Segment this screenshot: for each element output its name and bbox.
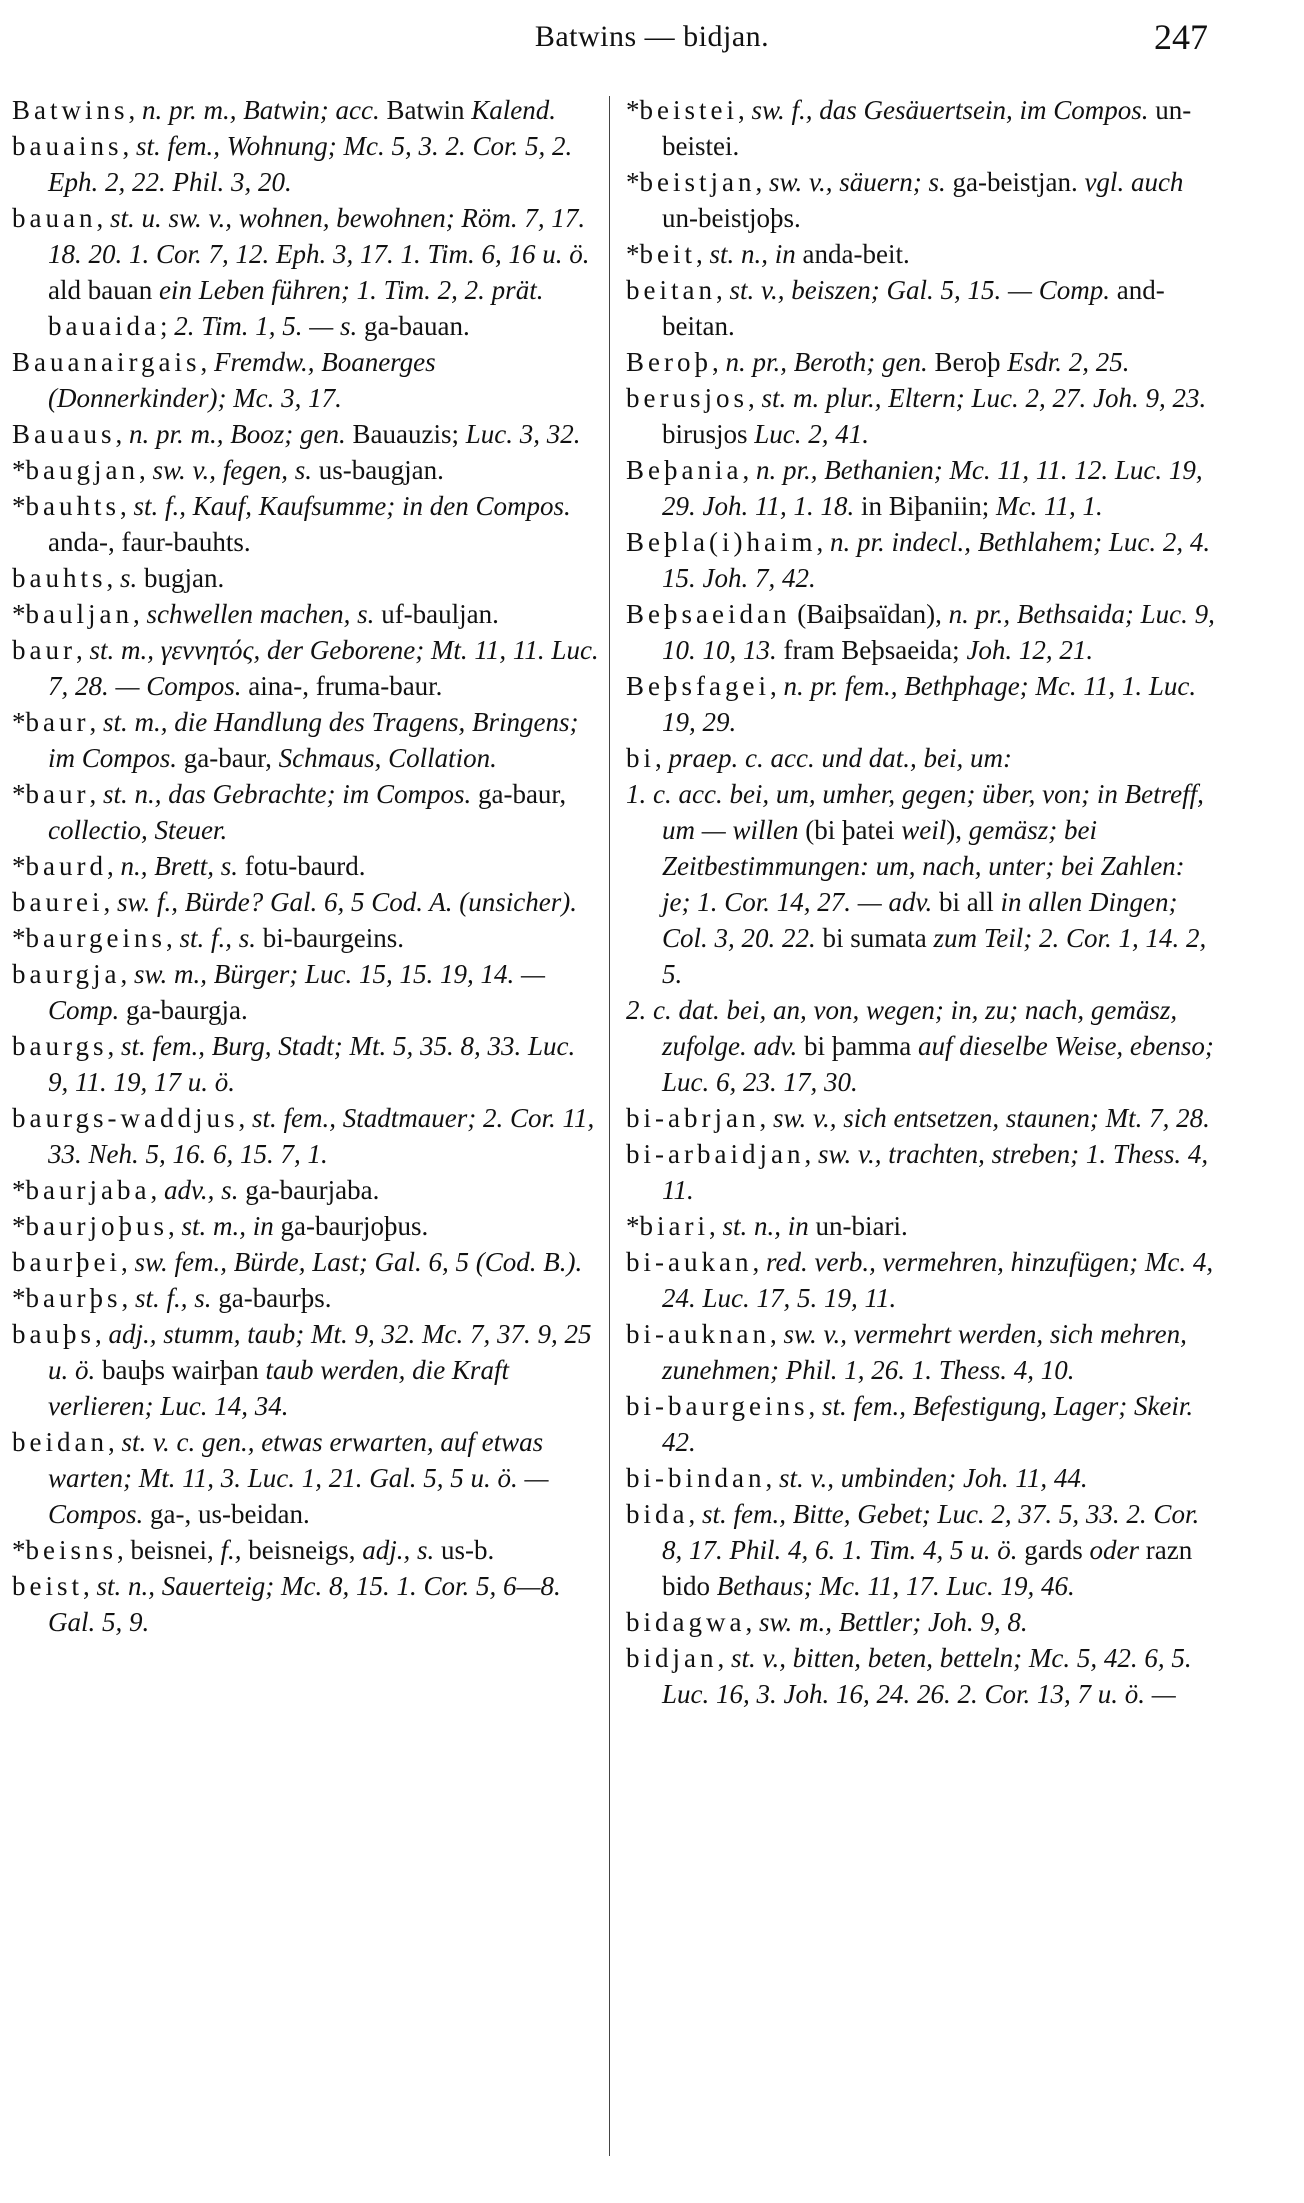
italic-text: auf dieselbe Weise, ebenso; Luc. 6, 23. 17, 30. (662, 1031, 1214, 1097)
roman-text: , (816, 527, 830, 557)
roman-text: * (626, 167, 640, 197)
roman-text: , (121, 1283, 135, 1313)
dictionary-entry (12, 1172, 602, 1208)
italic-text: Luc. 3, 32. (465, 419, 581, 449)
italic-text: st. n., in (709, 239, 796, 269)
roman-text: * (12, 455, 26, 485)
headword: beitan (626, 275, 716, 305)
italic-text: st. fem., Stadtmauer; 2. Cor. 11, 33. Neh. 5, 16. 6, 15. 7, 1. (48, 1103, 595, 1169)
roman-text: aina-, fruma-baur. (241, 671, 443, 701)
roman-text: birusjos (662, 419, 755, 449)
roman-text: Batwin (379, 95, 472, 125)
dictionary-entry (12, 920, 602, 956)
italic-text: st. f., s. (134, 1283, 212, 1313)
roman-text: , (808, 1391, 822, 1421)
headword: Bauanairgais (12, 347, 201, 377)
dictionary-entry (626, 1640, 1216, 1712)
dictionary-entry (626, 1388, 1216, 1460)
roman-text: ga-beistjan. (945, 167, 1085, 197)
italic-text: st. m., γεννητός, der Geborene; Mt. 11, 11. Luc. 7, 28. — Compos. (48, 635, 599, 701)
roman-text: Beroþ (927, 347, 1008, 377)
roman-text: , (737, 95, 752, 125)
roman-text: , (804, 1139, 818, 1169)
dictionary-entry (12, 1532, 602, 1568)
dictionary-entry (12, 1568, 602, 1640)
headword: bidagwa (626, 1607, 746, 1637)
dictionary-entry (626, 668, 1216, 740)
dictionary-entry (626, 1136, 1216, 1208)
headword: bauains (12, 131, 123, 161)
dictionary-entry (626, 524, 1216, 596)
headword: baur (25, 707, 90, 737)
dictionary-entry (12, 560, 602, 596)
roman-text: bugjan. (137, 563, 225, 593)
headword: bauhts (25, 491, 120, 521)
roman-text: , (745, 1607, 759, 1637)
headword: bauhts (12, 563, 107, 593)
roman-text: (Baiþsaïdan), (790, 599, 949, 629)
headword: Beroþ (626, 347, 712, 377)
roman-text: * (12, 707, 26, 737)
headword: Beþsaeidan (626, 599, 791, 629)
dictionary-entry (12, 704, 602, 776)
headword: baurþei (12, 1247, 121, 1277)
dictionary-entry (12, 956, 602, 1028)
roman-text: * (12, 1211, 26, 1241)
headword: bi-auknan (626, 1319, 770, 1349)
dictionary-entry (626, 776, 1216, 992)
headword: bi (626, 743, 656, 773)
roman-text: , (765, 1463, 779, 1493)
italic-text: vgl. auch (1084, 167, 1184, 197)
roman-text: * (12, 599, 26, 629)
italic-text: sw. v., sich entsetzen, staunen; Mt. 7, 28. (772, 1103, 1210, 1133)
headword: beit (639, 239, 696, 269)
roman-text: , (89, 779, 103, 809)
roman-text: bauþs wairþan (95, 1355, 266, 1385)
italic-text: st. u. sw. v., wohnen, bewohnen; Röm. 7, 17. 18. 20. 1. Cor. 7, 12. Eph. 3, 17. 1. Tim. 6, 16 u. ö. (48, 203, 590, 269)
italic-text: n. pr., Beroth; gen. (725, 347, 928, 377)
italic-text: 1. c. acc. bei, um, umher, gegen; über, von; in Betreff, um — willen (626, 779, 1204, 845)
roman-text: bi sumata (815, 923, 934, 953)
roman-text: , (107, 1031, 121, 1061)
roman-text: ga-baurgja. (119, 995, 248, 1025)
roman-text: ga-baurþs. (211, 1283, 332, 1313)
headword: baur (12, 635, 76, 665)
roman-text: , (752, 1247, 766, 1277)
headword: bauaida (48, 311, 160, 341)
headword: baurgs (12, 1031, 108, 1061)
roman-text: , (132, 599, 147, 629)
dictionary-entry (12, 776, 602, 848)
headword: bauan (12, 203, 97, 233)
headword: bi-baurgeins (626, 1391, 809, 1421)
roman-text: , (107, 1427, 122, 1457)
roman-text: , (696, 239, 710, 269)
roman-text: ga-bauan. (357, 311, 470, 341)
roman-text: * (12, 923, 26, 953)
headword: beist (12, 1571, 83, 1601)
roman-text: bi all (932, 887, 1001, 917)
roman-text: , (128, 95, 143, 125)
italic-text: st. m., die Handlung des Tragens, Bringens; im Compos. (48, 707, 579, 773)
roman-text: us-baugjan. (311, 455, 444, 485)
dictionary-entry (12, 1280, 602, 1316)
dictionary-entry (626, 1316, 1216, 1388)
roman-text: , (120, 491, 134, 521)
italic-text: st. v., beiszen; Gal. 5, 15. — Comp. (729, 275, 1110, 305)
roman-text: , (150, 1175, 164, 1205)
headword: baurd (25, 851, 107, 881)
roman-text: , (106, 563, 120, 593)
italic-text: n. pr. m., Batwin; acc. (142, 95, 380, 125)
roman-text: , (742, 455, 756, 485)
roman-text: * (12, 491, 26, 521)
headword: biari (639, 1211, 709, 1241)
roman-text: un-biari. (808, 1211, 908, 1241)
italic-text: collectio, Steuer. (48, 815, 228, 845)
roman-text: , (165, 923, 180, 953)
headword: Batwins (12, 95, 129, 125)
headword: baurjaba (25, 1175, 151, 1205)
roman-text: , (755, 167, 769, 197)
roman-text: ), (946, 815, 969, 845)
roman-text: , (95, 1319, 109, 1349)
roman-text: * (626, 239, 640, 269)
italic-text: Esdr. 2, 25. (1007, 347, 1130, 377)
roman-text: and-beitan. (662, 275, 1165, 341)
italic-text: praep. c. acc. und dat., bei, um: (668, 743, 1012, 773)
dictionary-entry (626, 1100, 1216, 1136)
italic-text: s. (120, 563, 138, 593)
dictionary-entry (12, 344, 602, 416)
dictionary-entry (12, 1424, 602, 1532)
roman-text: anda-beit. (795, 239, 910, 269)
headword: baugjan (25, 455, 139, 485)
roman-text: , (122, 131, 136, 161)
italic-text: st. v., umbinden; Joh. 11, 44. (778, 1463, 1088, 1493)
dictionary-entry (626, 272, 1216, 344)
italic-text: 2. c. dat. bei, an, von, wegen; in, zu; nach, gemäsz, zufolge. adv. (626, 995, 1178, 1061)
dictionary-entry (12, 1028, 602, 1100)
headword: baurgs-waddjus (12, 1103, 239, 1133)
dictionary-entry (626, 992, 1216, 1100)
dictionary-entry (626, 1460, 1216, 1496)
roman-text: , (120, 1247, 135, 1277)
italic-text: weil (901, 815, 947, 845)
headword: Bauaus (12, 419, 116, 449)
dictionary-entry (12, 884, 602, 920)
roman-text: , (103, 887, 117, 917)
dictionary-entry (12, 1316, 602, 1424)
dictionary-entry (12, 128, 602, 200)
roman-text: * (12, 779, 26, 809)
italic-text: sw. f., Bürde? Gal. 6, 5 Cod. A. (unsicher). (116, 887, 577, 917)
dictionary-entry (626, 164, 1216, 236)
roman-text: * (12, 1175, 26, 1205)
headword: bida (626, 1499, 689, 1529)
roman-text: fotu-baurd. (237, 851, 366, 881)
roman-text: uf-bauljan. (374, 599, 499, 629)
roman-text: , (708, 1211, 723, 1241)
headword: baurjoþus (25, 1211, 168, 1241)
roman-text: ga-baurjaba. (238, 1175, 380, 1205)
italic-text: oder (1089, 1535, 1140, 1565)
roman-text: * (12, 851, 26, 881)
roman-text: , (167, 1211, 182, 1241)
dictionary-entry (626, 1244, 1216, 1316)
dictionary-entry (626, 236, 1216, 272)
dictionary-entry (12, 848, 602, 884)
dictionary-entry (12, 488, 602, 560)
italic-text: st. v., bitten, beten, betteln; Mc. 5, 42. 6, 5. Luc. 16, 3. Joh. 16, 24. 26. 2. Cor. 13, 7 u. ö. — (662, 1643, 1192, 1709)
italic-text: ein Leben führen; 1. Tim. 2, 2. prät. (158, 275, 544, 305)
dictionary-entry (12, 1100, 602, 1172)
left-column (12, 92, 602, 1640)
dictionary-entry (12, 596, 602, 632)
italic-text: Schmaus, Collation. (278, 743, 497, 773)
headword: bidjan (626, 1643, 718, 1673)
roman-text: un-beistjoþs. (662, 203, 801, 233)
roman-text: , (115, 419, 129, 449)
roman-text: un-beistei. (662, 95, 1192, 161)
roman-text: , (688, 1499, 702, 1529)
roman-text: (bi þatei (798, 815, 902, 845)
page-number: 247 (1154, 17, 1208, 57)
italic-text: st. n., Sauerteig; Mc. 8, 15. 1. Cor. 5, 6—8. Gal. 5, 9. (48, 1571, 561, 1637)
dictionary-entry (12, 200, 602, 344)
headword: bauþs (12, 1319, 95, 1349)
italic-text: red. verb., vermehren, hinzufügen; Mc. 4, 24. Luc. 17, 5. 19, 11. (662, 1247, 1214, 1313)
roman-text: , (120, 959, 134, 989)
italic-text: adj., s. (362, 1535, 435, 1565)
roman-text: us-b. (434, 1535, 495, 1565)
roman-text: ga-baurjoþus. (273, 1211, 429, 1241)
headword: baurþs (25, 1283, 122, 1313)
italic-text: st. f., s. (179, 923, 257, 953)
italic-text: n. pr. indecl., Bethlahem; Luc. 2, 4. 15. Joh. 7, 42. (662, 527, 1211, 593)
roman-text: in Biþaniin; (854, 491, 996, 521)
roman-text: bi-baurgeins. (256, 923, 404, 953)
italic-text: gemäsz; bei Zeitbestimmungen: um, nach, unter; bei Zahlen: je; 1. Cor. 14, 27. — adv. (662, 815, 1185, 917)
italic-text: st. n., in (722, 1211, 809, 1241)
italic-text: Fremdw., Boanerges (Donnerkinder); Mc. 3, 17. (48, 347, 436, 413)
italic-text: sw. v., säuern; s. (768, 167, 946, 197)
roman-text: ga-, us-beidan. (143, 1499, 310, 1529)
roman-text: , (655, 743, 669, 773)
italic-text: st. m., in (181, 1211, 274, 1241)
headword: beistjan (639, 167, 756, 197)
italic-text: sw. v., trachten, streben; 1. Thess. 4, 11. (662, 1139, 1209, 1205)
headword: berusjos (626, 383, 748, 413)
roman-text: razn bido (662, 1535, 1193, 1601)
italic-text: sw. fem., Bürde, Last; Gal. 6, 5 (Cod. B.). (134, 1247, 583, 1277)
headword: bi-arbaidjan (626, 1139, 805, 1169)
roman-text: fram Beþsaeida; (776, 635, 967, 665)
italic-text: st. f., Kauf, Kaufsumme; in den Compos. (133, 491, 571, 521)
italic-text: st. m. plur., Eltern; Luc. 2, 27. Joh. 9, 23. (761, 383, 1207, 413)
italic-text: sw. m., Bettler; Joh. 9, 8. (758, 1607, 1028, 1637)
headword: bi-bindan (626, 1463, 766, 1493)
dictionary-entry (12, 416, 602, 452)
roman-text: , (748, 383, 762, 413)
headword: baurgja (12, 959, 121, 989)
roman-text: ald bauan (48, 275, 159, 305)
italic-text: schwellen machen, s. (146, 599, 375, 629)
roman-text: * (626, 95, 640, 125)
right-column (626, 92, 1216, 1712)
headword: bi-aukan (626, 1247, 753, 1277)
dictionary-entry (626, 452, 1216, 524)
roman-text: , (711, 347, 726, 377)
dictionary-entry (626, 1496, 1216, 1604)
italic-text: taub werden, die Kraft verlieren; Luc. 14, 34. (48, 1355, 509, 1421)
italic-text: 2. Tim. 1, 5. — s. (174, 311, 358, 341)
headword: beistei (639, 95, 738, 125)
italic-text: sw. v., fegen, s. (152, 455, 312, 485)
italic-text: Joh. 12, 21. (966, 635, 1094, 665)
italic-text: n., Brett, s. (120, 851, 238, 881)
headword: beisns (25, 1535, 117, 1565)
italic-text: Kalend. (471, 95, 556, 125)
roman-text: ga-baur, (177, 743, 279, 773)
running-head: Batwins — bidjan. (534, 20, 770, 53)
headword: baur (25, 779, 90, 809)
dictionary-entry (12, 632, 602, 704)
roman-text: , (200, 347, 214, 377)
roman-text: , (75, 635, 90, 665)
italic-text: f., (220, 1535, 242, 1565)
dictionary-entry (626, 92, 1216, 164)
headword: baurgeins (25, 923, 166, 953)
italic-text: sw. m., Bürger; Luc. 15, 15. 19, 14. — Comp. (48, 959, 545, 1025)
dictionary-entry (12, 1208, 602, 1244)
italic-text: adj., stumm, taub; Mt. 9, 32. Mc. 7, 37. 9, 25 u. ö. (48, 1319, 592, 1385)
italic-text: Luc. 2, 41. (754, 419, 870, 449)
italic-text: zum Teil; 2. Cor. 1, 14. 2, 5. (662, 923, 1207, 989)
roman-text: ; (159, 311, 175, 341)
headword: bauljan (25, 599, 133, 629)
roman-text: * (626, 1211, 640, 1241)
headword: beidan (12, 1427, 108, 1457)
dictionary-entry (12, 1244, 602, 1280)
roman-text: , (96, 203, 110, 233)
headword: Beþania (626, 455, 743, 485)
roman-text: gards (1017, 1535, 1090, 1565)
dictionary-entry (626, 344, 1216, 380)
italic-text: Mc. 11, 1. (995, 491, 1103, 521)
italic-text: st. fem., Wohnung; Mc. 5, 3. 2. Cor. 5, 2. Eph. 2, 22. Phil. 3, 20. (48, 131, 573, 197)
roman-text: , (717, 1643, 731, 1673)
italic-text: in allen Dingen; Col. 3, 20. 22. (662, 887, 1178, 953)
headword: bi-abrjan (626, 1103, 760, 1133)
dictionary-entry (626, 1604, 1216, 1640)
italic-text: sw. f., das Gesäuertsein, im Compos. (751, 95, 1149, 125)
headword: baurei (12, 887, 104, 917)
dictionary-entry (626, 596, 1216, 668)
roman-text: , (769, 1319, 784, 1349)
roman-text: bi þamma (797, 1031, 918, 1061)
italic-text: n. pr. m., Booz; gen. (128, 419, 346, 449)
roman-text: Bauauzis; (345, 419, 466, 449)
italic-text: n. pr., Bethsaida; Luc. 9, 10. 10, 13. (662, 599, 1215, 665)
italic-text: sw. v., vermehrt werden, sich mehren, zunehmen; Phil. 1, 26. 1. Thess. 4, 10. (662, 1319, 1187, 1385)
italic-text: adv., s. (163, 1175, 239, 1205)
roman-text: , (83, 1571, 97, 1601)
roman-text: , (106, 851, 121, 881)
dictionary-entry (626, 380, 1216, 452)
roman-text: * (12, 1283, 26, 1313)
italic-text: st. v. c. gen., etwas erwarten, auf etwas warten; Mt. 11, 3. Luc. 1, 21. Gal. 5, 5 u. ö. — Compos. (48, 1427, 549, 1529)
italic-text: st. fem., Befestigung, Lager; Skeir. 42. (662, 1391, 1194, 1457)
dictionary-entry (626, 1208, 1216, 1244)
roman-text: , beisnei, (117, 1535, 221, 1565)
roman-text: , (138, 455, 153, 485)
roman-text: * (12, 1535, 26, 1565)
italic-text: st. fem., Bitte, Gebet; Luc. 2, 37. 5, 33. 2. Cor. 8, 17. Phil. 4, 6. 1. Tim. 4, 5 u. ö. (662, 1499, 1200, 1565)
roman-text: , (89, 707, 103, 737)
roman-text: , (238, 1103, 252, 1133)
roman-text: , (769, 671, 784, 701)
column-divider (609, 96, 610, 2156)
dictionary-entry (12, 92, 602, 128)
roman-text: , (715, 275, 730, 305)
italic-text: n. pr. fem., Bethphage; Mc. 11, 1. Luc. 19, 29. (662, 671, 1197, 737)
italic-text: Bethaus; Mc. 11, 17. Luc. 19, 46. (716, 1571, 1075, 1601)
headword: Beþsfagei (626, 671, 770, 701)
italic-text: st. fem., Burg, Stadt; Mt. 5, 35. 8, 33. Luc. 9, 11. 19, 17 u. ö. (48, 1031, 576, 1097)
italic-text: n. pr., Bethanien; Mc. 11, 11. 12. Luc. 19, 29. Joh. 11, 1. 18. (662, 455, 1203, 521)
page-header (0, 12, 1304, 72)
dictionary-entry (626, 740, 1216, 776)
italic-text: st. n., das Gebrachte; im Compos. (102, 779, 472, 809)
roman-text: , (759, 1103, 773, 1133)
roman-text: anda-, faur-bauhts. (48, 527, 251, 557)
headword: Beþla(i)haim (626, 527, 817, 557)
roman-text: ga-baur, (471, 779, 567, 809)
dictionary-entry (12, 452, 602, 488)
roman-text: beisneigs, (241, 1535, 363, 1565)
